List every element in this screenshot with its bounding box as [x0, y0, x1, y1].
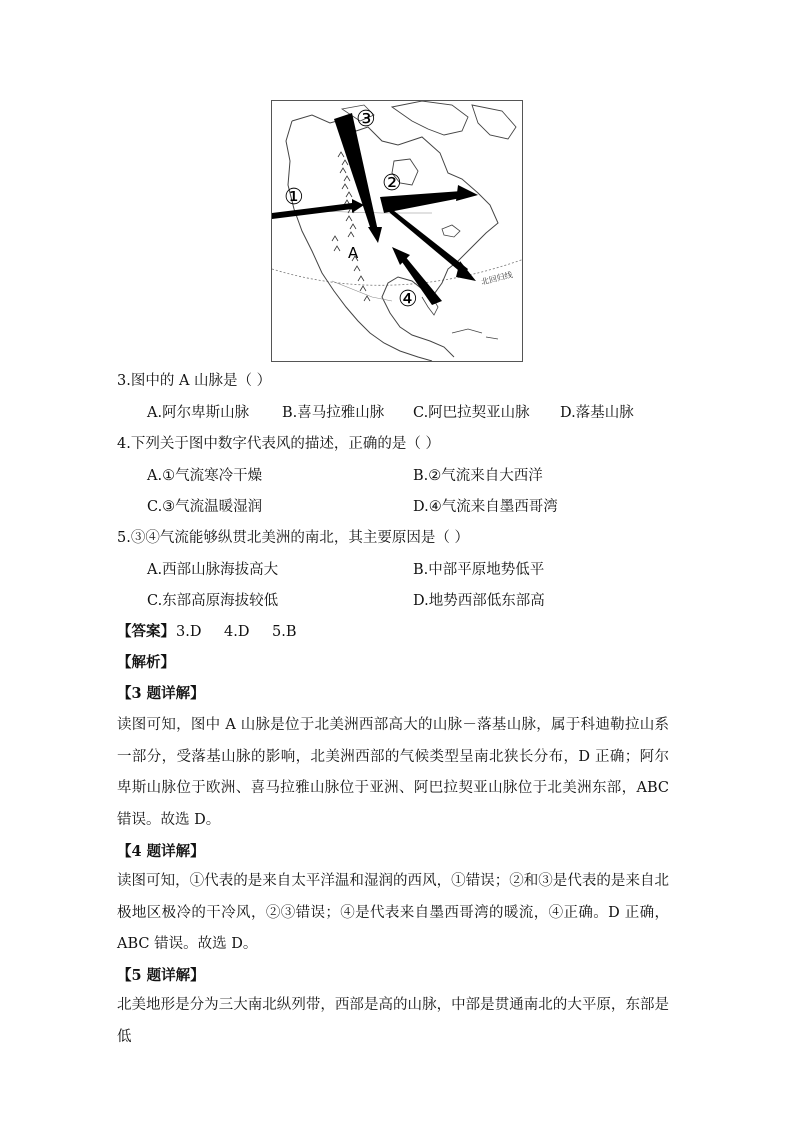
answer-item-4: 4.D: [224, 624, 250, 640]
question-3-stem: 3.图中的 A 山脉是（ ）: [117, 373, 272, 389]
map-drawing: [272, 101, 523, 362]
detail-3-text: 读图可知，图中 A 山脉是位于北美洲西部高大的山脉－落基山脉，属于科迪勒拉山系一部分，受落基山脉的影响，北美洲西部的气候类型呈南北狭长分布，D 正确；阿尔卑斯山脉位于欧洲、喜马拉雅山脉位于亚洲、阿巴拉契亚山脉位于北美洲东部，ABC 错误。故选 D。: [117, 717, 669, 828]
wind-label-4: ④: [398, 287, 418, 312]
question-4-option-c: C.③气流温暖湿润: [147, 499, 263, 515]
question-3-option-d: D.落基山脉: [560, 405, 634, 421]
wind-label-1: ①: [284, 185, 304, 210]
wind-arrow-2: [380, 185, 478, 281]
answer-label: 【答案】: [117, 623, 175, 640]
question-5-stem: 5.③④气流能够纵贯北美洲的南北，其主要原因是（ ）: [117, 530, 469, 546]
question-4-option-b: B.②气流来自大西洋: [413, 468, 543, 484]
detail-3-heading: 【3 题详解】: [117, 685, 205, 702]
question-3-option-c: C.阿巴拉契亚山脉: [413, 405, 530, 421]
question-5-option-d: D.地势西部低东部高: [413, 593, 545, 609]
wind-arrow-3: [334, 113, 382, 243]
wind-label-3: ③: [356, 107, 376, 132]
detail-5-text: 北美地形是分为三大南北纵列带，西部是高的山脉，中部是贯通南北的大平原，东部是低: [117, 997, 669, 1045]
question-5-option-a: A.西部山脉海拔高大: [147, 562, 279, 578]
question-4-option-d: D.④气流来自墨西哥湾: [413, 499, 558, 515]
detail-4-text: 读图可知，①代表的是来自太平洋温和湿润的西风，①错误；②和③是代表的是来自北极地区极冷的干冷风，②③错误；④是代表来自墨西哥湾的暖流，④正确。D 正确，ABC 错误。故选 D。: [117, 873, 669, 952]
analysis-label: 【解析】: [117, 654, 175, 671]
north-america-wind-map: [271, 100, 523, 362]
answer-item-3: 3.D: [176, 624, 202, 640]
question-4-stem: 4.下列关于图中数字代表风的描述，正确的是（ ）: [117, 436, 440, 452]
question-3-option-b: B.喜马拉雅山脉: [282, 405, 385, 421]
tropic-of-cancer-label: 北回归线: [480, 270, 514, 287]
detail-5-heading: 【5 题详解】: [117, 967, 205, 984]
question-4-option-a: A.①气流寒冷干燥: [147, 468, 263, 484]
answer-item-5: 5.B: [272, 624, 297, 640]
question-5-option-b: B.中部平原地势低平: [413, 562, 545, 578]
question-5-option-c: C.东部高原海拔较低: [147, 593, 279, 609]
question-3-option-a: A.阿尔卑斯山脉: [147, 405, 250, 421]
detail-4-heading: 【4 题详解】: [117, 843, 205, 860]
mountain-label-a: A: [348, 244, 359, 262]
wind-label-2: ②: [382, 171, 402, 196]
